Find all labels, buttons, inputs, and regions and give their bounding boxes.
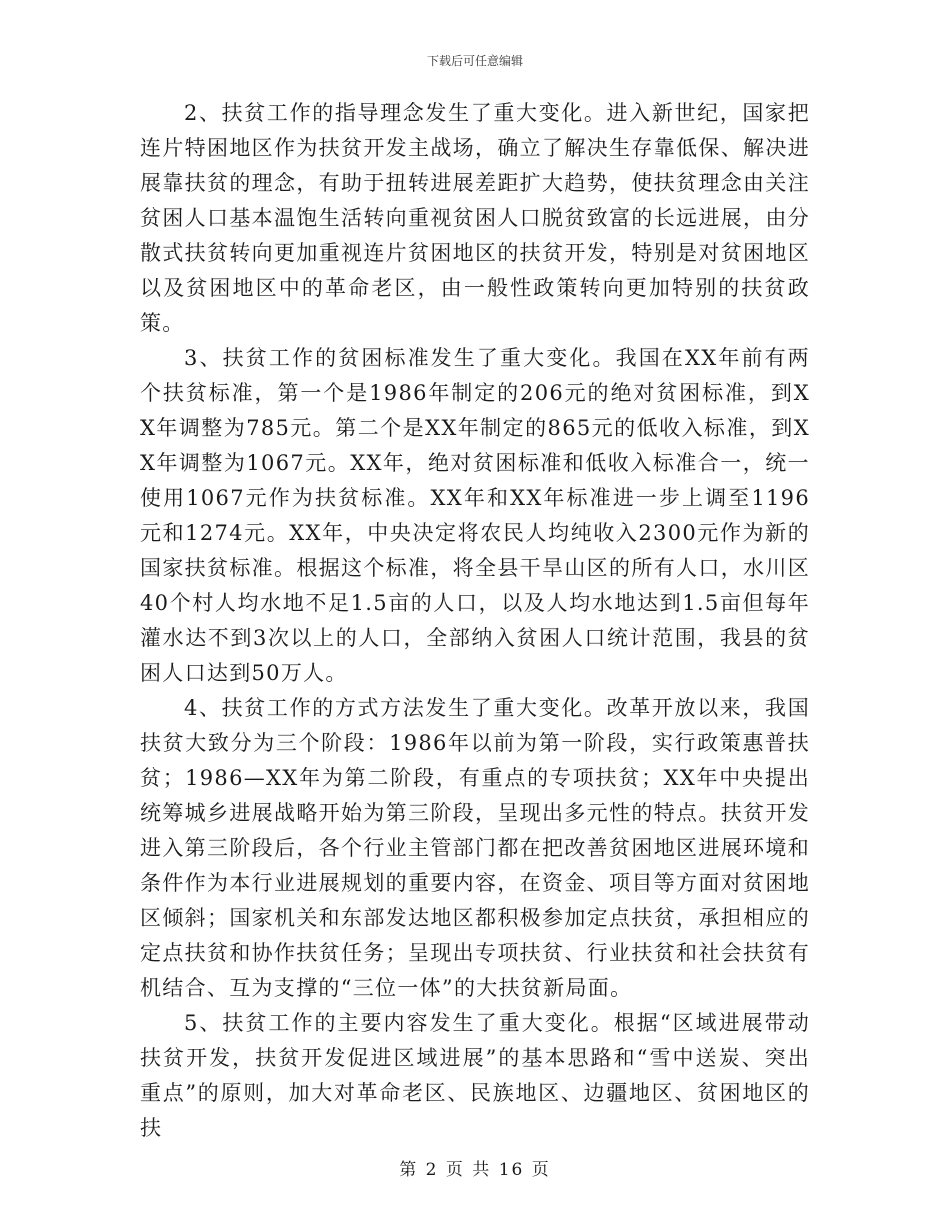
header-text: 下载后可任意编辑 bbox=[426, 54, 523, 68]
paragraph-2: 2、扶贫工作的指导理念发生了重大变化。进入新世纪，国家把连片特困地区作为扶贫开发主战场，确立了解决生存靠低保、解决进展靠扶贫的理念，有助于扭转进展差距扩大趋势，使扶贫理念由关注贫困人口基本温饱生活转向重视贫困人口脱贫致富的长远进展，由分散式扶贫转向更加重视连片贫困地区的扶贫开发，特别是对贫困地区以及贫困地区中的革命老区，由一般性政策转向更加特别的扶贫政策。 bbox=[140, 101, 810, 335]
paragraph-4: 4、扶贫工作的方式方法发生了重大变化。改革开放以来，我国扶贫大致分为三个阶段：1986年以前为第一阶段，实行政策惠普扶贫；1986—XX年为第二阶段，有重点的专项扶贫；XX年中央提出统筹城乡进展战略开始为第三阶段，呈现出多元性的特点。扶贫开发进入第三阶段后，各个行业主管部门都在把改善贫困地区进展环境和条件作为本行业进展规划的重要内容，在资金、项目等方面对贫困地区倾斜；国家机关和东部发达地区都积极参加定点扶贫，承担相应的定点扶贫和协作扶贫任务；呈现出专项扶贫、行业扶贫和社会扶贫有机结合、互为支撑的“三位一体”的大扶贫新局面。 bbox=[140, 696, 810, 1000]
document-body bbox=[140, 96, 810, 1146]
page-header bbox=[0, 52, 950, 69]
page-number: 第 2 页 共 16 页 bbox=[399, 1160, 551, 1180]
paragraph-5: 5、扶贫工作的主要内容发生了重大变化。根据“区域进展带动扶贫开发，扶贫开发促进区域进展”的基本思路和“雪中送炭、突出重点”的原则，加大对革命老区、民族地区、边疆地区、贫困地区的扶 bbox=[140, 1011, 810, 1140]
page-footer bbox=[0, 1155, 950, 1180]
paragraph-3: 3、扶贫工作的贫困标准发生了重大变化。我国在XX年前有两个扶贫标准，第一个是1986年制定的206元的绝对贫困标准，到XX年调整为785元。第二个是XX年制定的865元的低收入标准，到XX年调整为1067元。XX年，绝对贫困标准和低收入标准合一，统一使用1067元作为扶贫标准。XX年和XX年标准进一步上调至1196元和1274元。XX年，中央决定将农民人均纯收入2300元作为新的国家扶贫标准。根据这个标准，将全县干旱山区的所有人口，水川区40个村人均水地不足1.5亩的人口，以及人均水地达到1.5亩但每年灌水达不到3次以上的人口，全部纳入贫困人口统计范围，我县的贫困人口达到50万人。 bbox=[140, 346, 810, 685]
